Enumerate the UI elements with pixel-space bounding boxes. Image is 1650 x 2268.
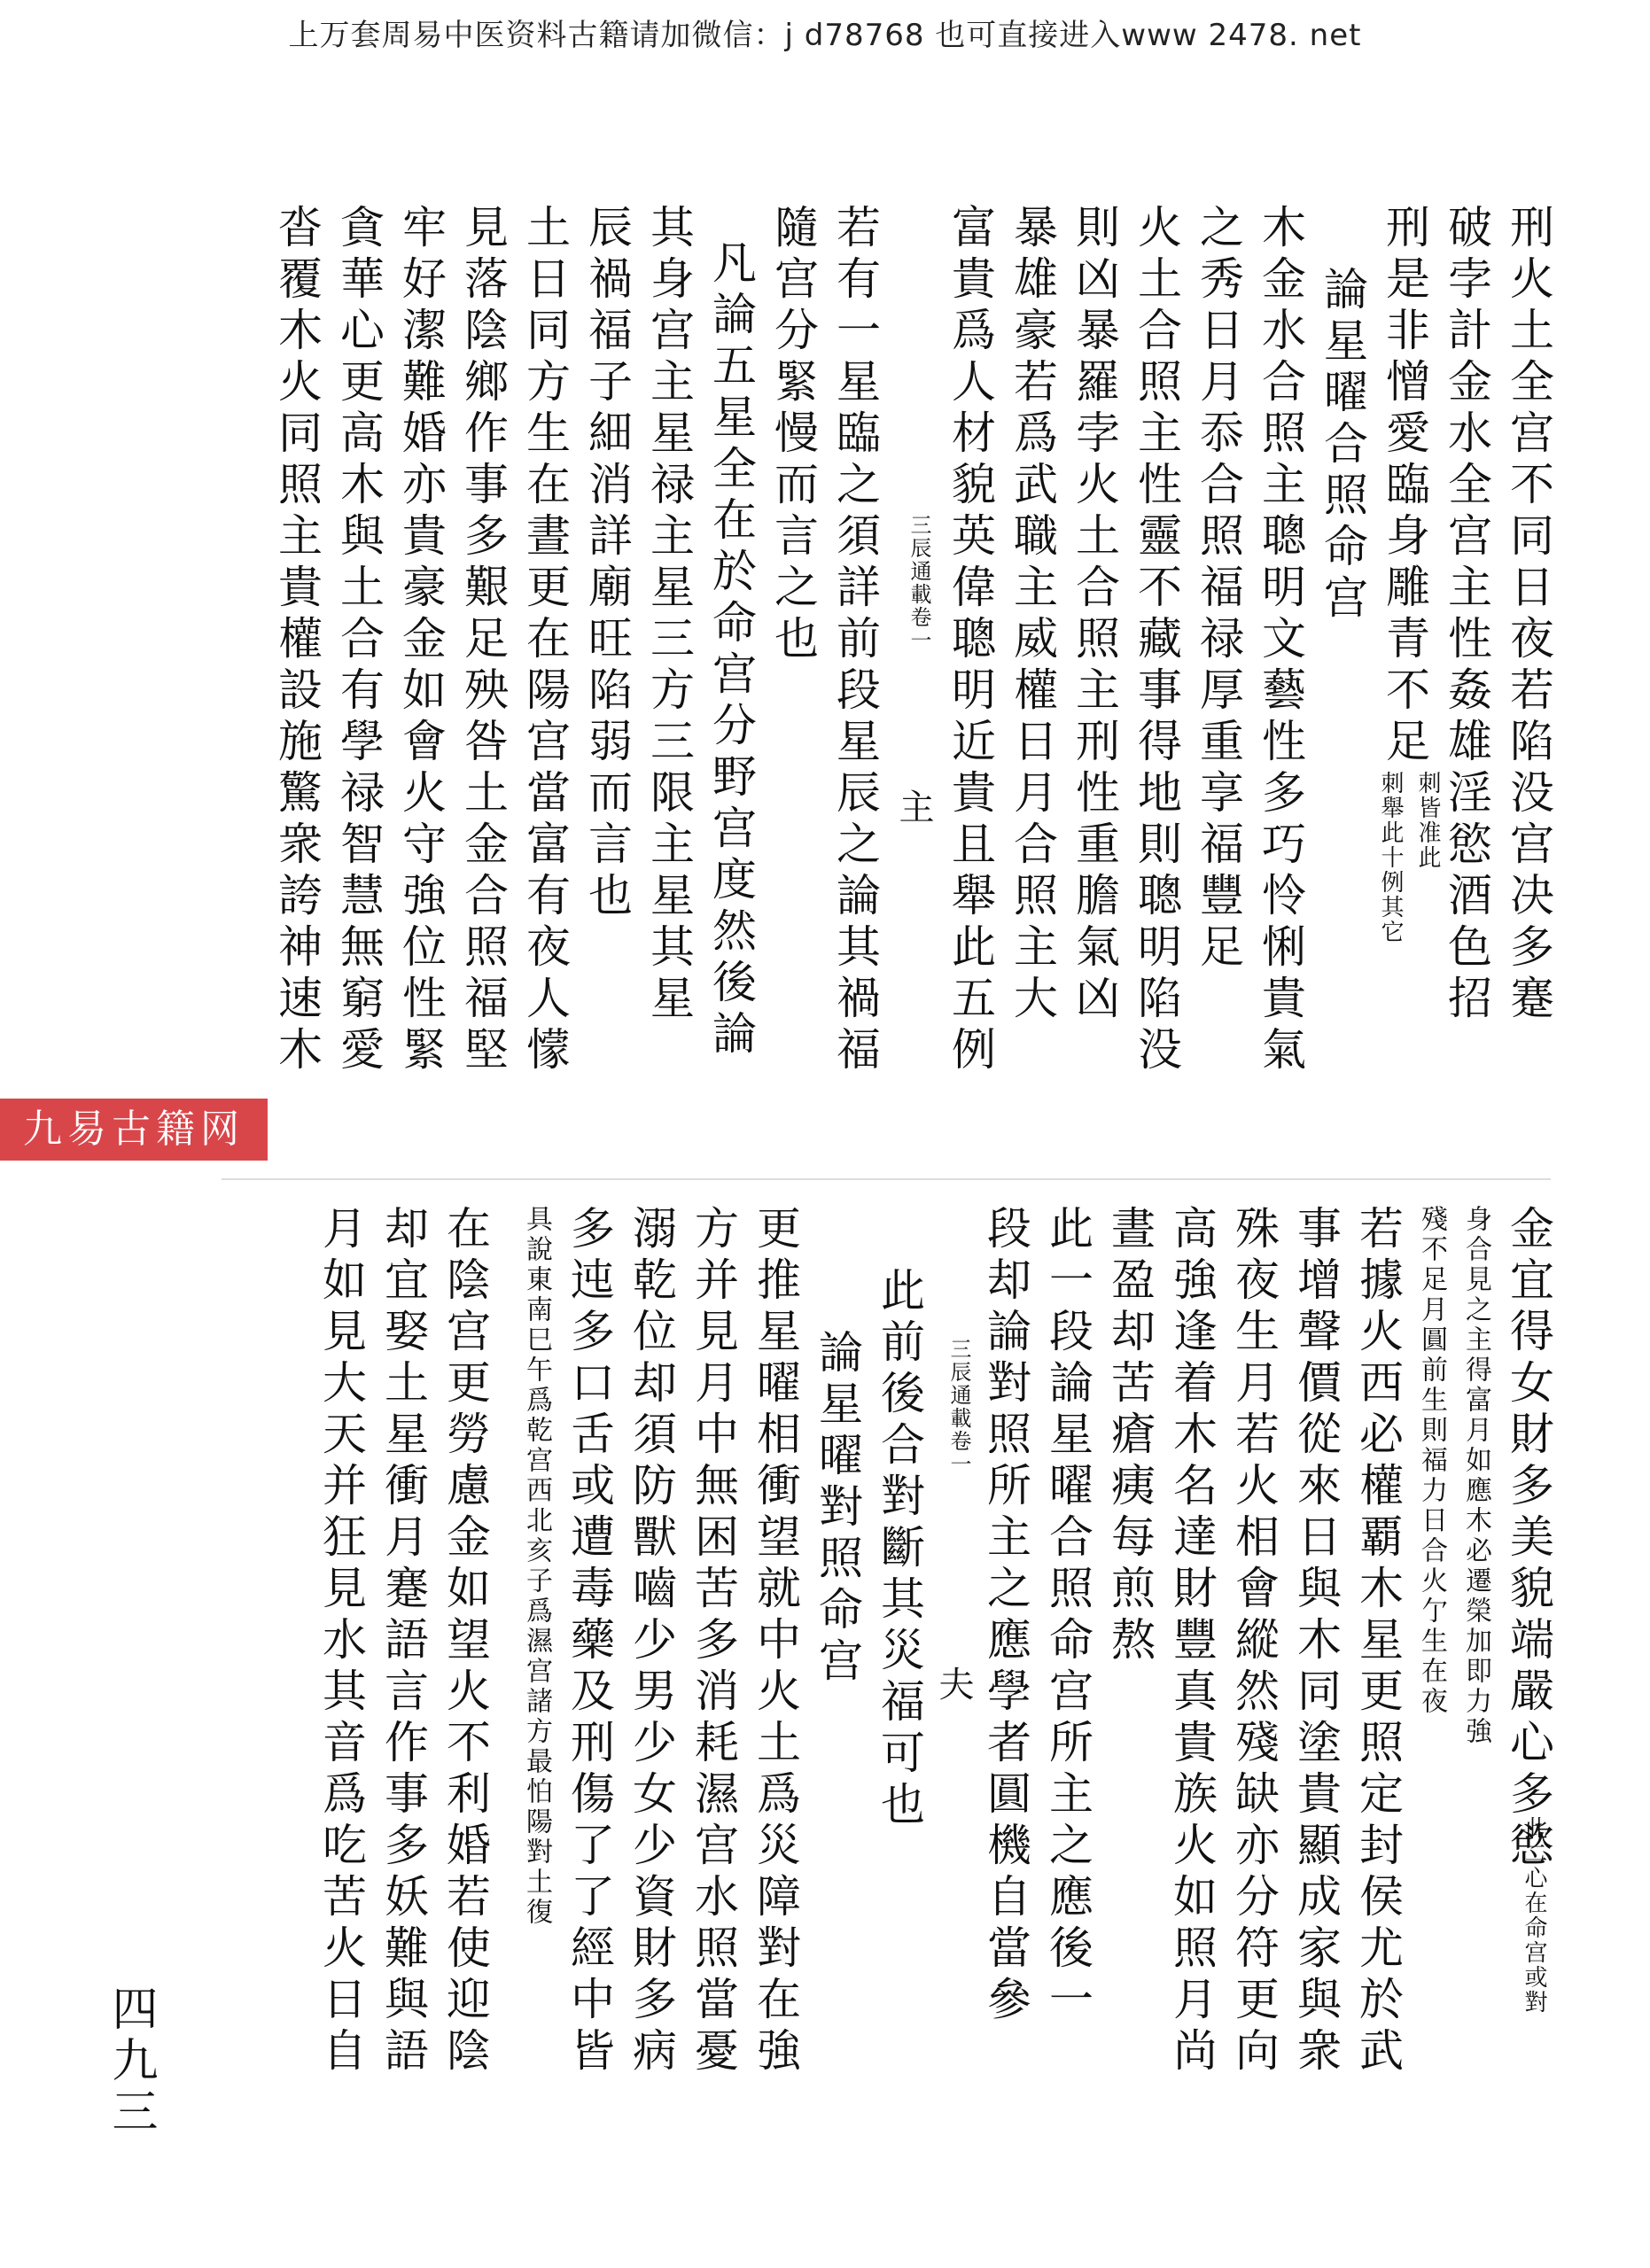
site-watermark: 九易古籍网 [0, 1099, 268, 1161]
text-column: 土日同方生在晝更在陽宫當富有夜人懞 [519, 204, 571, 1077]
text-column: 若據火西必權覇木星更照定封侯尤於武 [1352, 1205, 1404, 2078]
folio-number: 四九三 [104, 1984, 157, 2139]
text-column: 殘不足月圓前生則福力日合火亇生在夜 [1416, 1205, 1447, 1717]
text-column: 却宜娶土星衝月蹇語言作事多妖難與語 [377, 1205, 429, 2078]
section-heading: 論星曜對照命宫 [812, 1329, 863, 1689]
text-column: 貪華心更高木與土合有學禄智慧無窮愛 [333, 204, 385, 1077]
text-column: 辰禍福子細消詳廟旺陷弱而言也 [581, 204, 633, 923]
text-column: 月如見大天并狂見水其音爲吃苦火日自 [315, 1205, 367, 2078]
text-column: 事增聲價從來日與木同塗貴顯成家與衆 [1290, 1205, 1342, 2078]
running-title: 三辰通載卷一 [946, 1338, 971, 1476]
text-column: 此一段論星曜合照命宫所主之應後一 [1042, 1205, 1094, 2027]
text-column: 身合見之主得富月如應木必遷榮加即力強 [1460, 1205, 1491, 1747]
text-column: 晝盈却苦瘡痍每煎熬 [1104, 1205, 1156, 1667]
source-banner: 上万套周易中医资料古籍请加微信：j d78768 也可直接进入www 2478. net [288, 18, 1362, 53]
text-column: 見落陰鄉作事多艱足殃咎土金合照福堅 [457, 204, 509, 1077]
text-column: 暴雄豪若爲武職主威權日月合照主大 [1007, 204, 1058, 1026]
text-column: 金宜得女財多美貌端嚴心多慾 [1503, 1205, 1554, 1873]
text-column: 木金水合照主聰明文藝性多巧怜悧貴氣 [1255, 204, 1306, 1077]
lower-page [222, 1205, 1554, 2179]
text-column: 若有一星臨之須詳前段星辰之論其禍福 [829, 204, 881, 1077]
annotation: 刺皆准此 [1414, 771, 1441, 870]
upper-page [222, 204, 1554, 1178]
text-column: 沓覆木火同照主貴權設施驚衆誇神速木 [271, 204, 323, 1077]
page-divider [222, 1178, 1551, 1180]
text-column: 破孛計金水全宫主性姦雄淫慾酒色招 [1441, 204, 1492, 1026]
text-column: 凡論五星全在於命宫分野宫度然後論 [705, 239, 757, 1061]
text-column: 多迍多口舌或遭毒藥及刑傷了了經中皆 [564, 1205, 615, 2078]
text-column: 高強逢着木名達財豐真貴族火如照月尚 [1166, 1205, 1218, 2078]
running-title: 三辰通載卷一 [907, 514, 931, 652]
text-column: 溺乾位却須防獸嚙少男少女少資財多病 [626, 1205, 677, 2078]
annotation: 此二心在命宫或對 [1521, 1816, 1547, 2015]
text-column: 具說東南巳午爲乾宫西北亥子爲濕宫諸方最怕陽對土復 [521, 1205, 552, 1928]
text-column: 火土合照主性靈不藏事得地則聰明陷没 [1131, 204, 1182, 1077]
text-column: 牢好潔難婚亦貴豪金如會火守強位性緊 [395, 204, 447, 1077]
text-column: 刑火土全宫不同日夜若陷没宫决多蹇 [1503, 204, 1554, 1026]
text-column: 隨宫分緊慢而言之也 [767, 204, 819, 666]
text-column: 段却論對照所主之應學者圓機自當參 [980, 1205, 1031, 2027]
text-column: 之秀日月忝合照福禄厚重享福豐足 [1193, 204, 1244, 975]
text-column: 富貴爲人材貌英偉聰明近貴且舉此五例 [945, 204, 996, 1077]
text-column: 此前後合對斷其災福可也 [874, 1267, 925, 1832]
page-number: 主 [893, 788, 934, 824]
text-column: 在陰宫更勞慮金如望火不利婚若使迎陰 [440, 1205, 491, 2078]
text-column: 更推星曜相衝望就中火土爲災障對在強 [750, 1205, 801, 2078]
section-heading: 論星曜合照命宫 [1317, 266, 1368, 625]
annotation: 刺舉此十例其它 [1377, 771, 1404, 944]
text-column: 其身宫主星禄主星三方三限主星其星 [643, 204, 695, 1026]
text-column: 殊夜生月若火相會縱然殘缺亦分符更向 [1228, 1205, 1280, 2078]
text-column: 方并見月中無困苦多消耗濕宫水照當憂 [688, 1205, 739, 2078]
text-column: 刑是非憎愛臨身雕青不足 [1379, 204, 1430, 769]
page-number: 夫 [933, 1666, 974, 1701]
text-column: 則凶暴羅孛火土合照主刑性重膽氣凶 [1069, 204, 1120, 1026]
